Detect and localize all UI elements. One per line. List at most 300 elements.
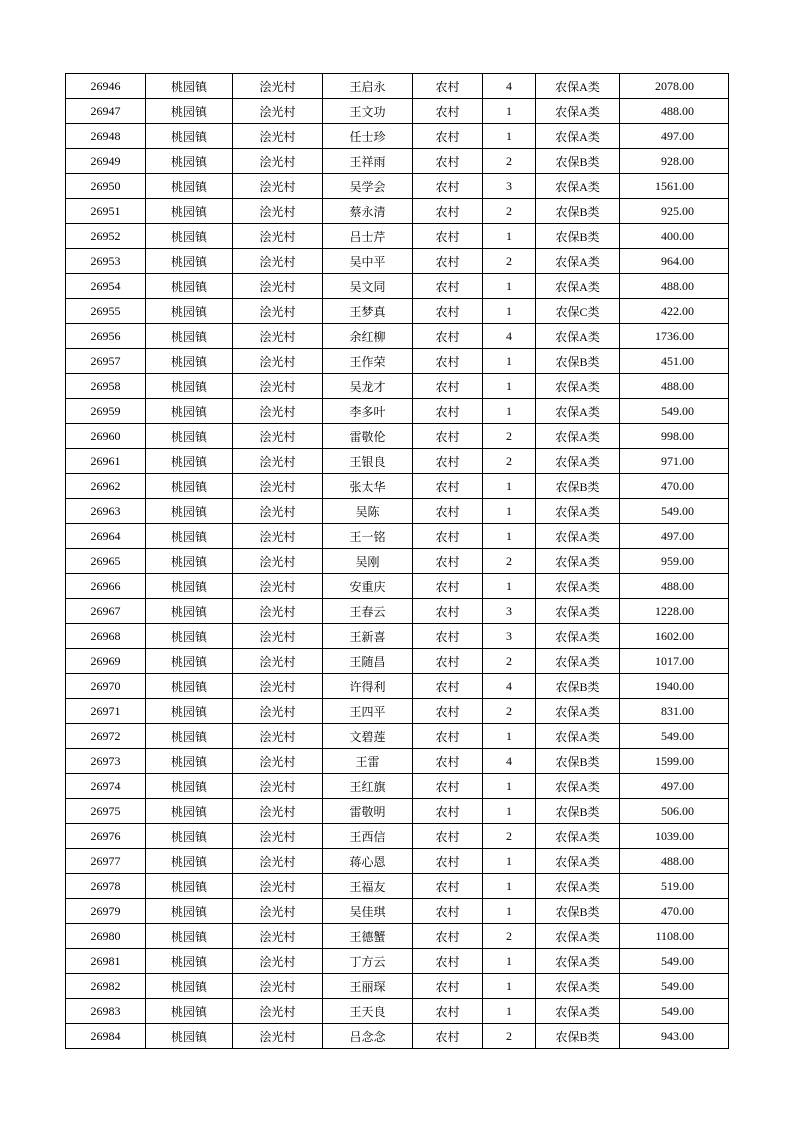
table-cell-id: 26947 [66, 99, 146, 124]
table-cell-town: 桃园镇 [146, 599, 233, 624]
table-cell-village: 浍光村 [233, 399, 323, 424]
table-cell-count: 1 [483, 774, 536, 799]
table-cell-name: 吴龙才 [323, 374, 413, 399]
table-cell-type: 农村 [413, 299, 483, 324]
table-row [66, 199, 729, 224]
table-cell-type: 农村 [413, 224, 483, 249]
table-row [66, 974, 729, 999]
table-cell-count: 1 [483, 399, 536, 424]
table-cell-category: 农保C类 [536, 299, 620, 324]
table-cell-name: 张太华 [323, 474, 413, 499]
table-cell-village: 浍光村 [233, 874, 323, 899]
table-cell-count: 4 [483, 324, 536, 349]
table-cell-type: 农村 [413, 1024, 483, 1049]
table-cell-name: 吴陈 [323, 499, 413, 524]
table-cell-town: 桃园镇 [146, 99, 233, 124]
table-cell-name: 王启永 [323, 74, 413, 99]
table-cell-type: 农村 [413, 449, 483, 474]
table-cell-name: 许得利 [323, 674, 413, 699]
table-cell-name: 吴中平 [323, 249, 413, 274]
table-cell-town: 桃园镇 [146, 874, 233, 899]
table-cell-category: 农保A类 [536, 974, 620, 999]
table-cell-type: 农村 [413, 349, 483, 374]
table-cell-id: 26976 [66, 824, 146, 849]
table-cell-name: 王福友 [323, 874, 413, 899]
table-cell-id: 26970 [66, 674, 146, 699]
table-cell-category: 农保B类 [536, 674, 620, 699]
table-cell-amount: 470.00 [620, 474, 729, 499]
table-cell-village: 浍光村 [233, 699, 323, 724]
table-cell-amount: 549.00 [620, 399, 729, 424]
table-cell-count: 1 [483, 974, 536, 999]
table-row [66, 574, 729, 599]
table-cell-type: 农村 [413, 474, 483, 499]
table-row [66, 399, 729, 424]
table-row [66, 674, 729, 699]
table-cell-amount: 488.00 [620, 849, 729, 874]
table-cell-count: 1 [483, 849, 536, 874]
table-cell-category: 农保A类 [536, 649, 620, 674]
table-cell-name: 王作荣 [323, 349, 413, 374]
table-cell-count: 1 [483, 899, 536, 924]
table-cell-category: 农保A类 [536, 374, 620, 399]
table-cell-name: 王天良 [323, 999, 413, 1024]
table-cell-category: 农保A类 [536, 824, 620, 849]
table-cell-town: 桃园镇 [146, 324, 233, 349]
table-cell-category: 农保A类 [536, 574, 620, 599]
table-cell-category: 农保A类 [536, 699, 620, 724]
table-cell-town: 桃园镇 [146, 199, 233, 224]
table-cell-category: 农保B类 [536, 899, 620, 924]
table-row [66, 899, 729, 924]
table-cell-category: 农保B类 [536, 1024, 620, 1049]
table-cell-town: 桃园镇 [146, 949, 233, 974]
table-row [66, 599, 729, 624]
table-cell-type: 农村 [413, 499, 483, 524]
table-cell-town: 桃园镇 [146, 149, 233, 174]
table-cell-type: 农村 [413, 699, 483, 724]
table-cell-village: 浍光村 [233, 99, 323, 124]
table-cell-amount: 422.00 [620, 299, 729, 324]
table-cell-amount: 519.00 [620, 874, 729, 899]
table-cell-town: 桃园镇 [146, 899, 233, 924]
table-cell-name: 王四平 [323, 699, 413, 724]
table-cell-name: 吴学会 [323, 174, 413, 199]
table-cell-type: 农村 [413, 549, 483, 574]
table-cell-name: 王银良 [323, 449, 413, 474]
table-row [66, 99, 729, 124]
table-cell-id: 26967 [66, 599, 146, 624]
table-cell-id: 26950 [66, 174, 146, 199]
table-cell-name: 任士珍 [323, 124, 413, 149]
table-cell-name: 蒋心恩 [323, 849, 413, 874]
table-cell-id: 26956 [66, 324, 146, 349]
table-cell-village: 浍光村 [233, 224, 323, 249]
table-cell-category: 农保A类 [536, 924, 620, 949]
table-cell-amount: 488.00 [620, 574, 729, 599]
table-cell-name: 吴文同 [323, 274, 413, 299]
table-cell-type: 农村 [413, 574, 483, 599]
table-cell-town: 桃园镇 [146, 499, 233, 524]
table-cell-town: 桃园镇 [146, 224, 233, 249]
table-cell-amount: 497.00 [620, 124, 729, 149]
table-cell-amount: 451.00 [620, 349, 729, 374]
table-row [66, 249, 729, 274]
table-cell-amount: 488.00 [620, 374, 729, 399]
table-cell-category: 农保A类 [536, 849, 620, 874]
table-cell-town: 桃园镇 [146, 449, 233, 474]
table-cell-count: 4 [483, 674, 536, 699]
table-cell-id: 26975 [66, 799, 146, 824]
table-cell-type: 农村 [413, 74, 483, 99]
table-cell-type: 农村 [413, 849, 483, 874]
table-cell-category: 农保A类 [536, 74, 620, 99]
table-cell-id: 26949 [66, 149, 146, 174]
table-cell-count: 2 [483, 924, 536, 949]
table-cell-category: 农保A类 [536, 774, 620, 799]
table-cell-count: 1 [483, 499, 536, 524]
table-cell-count: 1 [483, 299, 536, 324]
table-row [66, 999, 729, 1024]
table-row [66, 774, 729, 799]
table-cell-village: 浍光村 [233, 324, 323, 349]
table-cell-type: 农村 [413, 924, 483, 949]
table-cell-village: 浍光村 [233, 549, 323, 574]
table-cell-type: 农村 [413, 724, 483, 749]
table-cell-village: 浍光村 [233, 624, 323, 649]
table-cell-village: 浍光村 [233, 799, 323, 824]
table-cell-type: 农村 [413, 674, 483, 699]
table-cell-town: 桃园镇 [146, 549, 233, 574]
table-cell-type: 农村 [413, 399, 483, 424]
table-cell-id: 26977 [66, 849, 146, 874]
table-cell-category: 农保A类 [536, 324, 620, 349]
table-cell-village: 浍光村 [233, 349, 323, 374]
table-cell-town: 桃园镇 [146, 699, 233, 724]
table-cell-village: 浍光村 [233, 124, 323, 149]
table-cell-town: 桃园镇 [146, 924, 233, 949]
table-cell-amount: 497.00 [620, 774, 729, 799]
table-cell-type: 农村 [413, 774, 483, 799]
table-cell-id: 26981 [66, 949, 146, 974]
table-cell-amount: 506.00 [620, 799, 729, 824]
table-cell-village: 浍光村 [233, 374, 323, 399]
table-row [66, 299, 729, 324]
table-cell-amount: 971.00 [620, 449, 729, 474]
table-cell-village: 浍光村 [233, 299, 323, 324]
table-cell-count: 3 [483, 624, 536, 649]
table-cell-count: 2 [483, 549, 536, 574]
table-cell-type: 农村 [413, 824, 483, 849]
table-cell-amount: 549.00 [620, 499, 729, 524]
table-cell-name: 雷敬伦 [323, 424, 413, 449]
table-cell-category: 农保B类 [536, 224, 620, 249]
table-cell-name: 蔡永清 [323, 199, 413, 224]
table-cell-village: 浍光村 [233, 749, 323, 774]
table-cell-count: 1 [483, 724, 536, 749]
table-cell-count: 1 [483, 349, 536, 374]
table-cell-amount: 1602.00 [620, 624, 729, 649]
table-cell-id: 26973 [66, 749, 146, 774]
table-cell-town: 桃园镇 [146, 624, 233, 649]
table-cell-category: 农保A类 [536, 424, 620, 449]
table-row [66, 274, 729, 299]
table-cell-name: 王一铭 [323, 524, 413, 549]
table-row [66, 124, 729, 149]
table-cell-name: 王梦真 [323, 299, 413, 324]
table-cell-id: 26983 [66, 999, 146, 1024]
table-cell-town: 桃园镇 [146, 124, 233, 149]
table-cell-name: 王随昌 [323, 649, 413, 674]
table-cell-id: 26953 [66, 249, 146, 274]
table-cell-category: 农保B类 [536, 199, 620, 224]
table-cell-count: 3 [483, 174, 536, 199]
table-cell-town: 桃园镇 [146, 849, 233, 874]
table-row [66, 349, 729, 374]
table-cell-count: 1 [483, 374, 536, 399]
table-cell-category: 农保A类 [536, 524, 620, 549]
table-cell-count: 1 [483, 99, 536, 124]
table-row [66, 824, 729, 849]
table-cell-id: 26955 [66, 299, 146, 324]
table-cell-count: 4 [483, 749, 536, 774]
table-cell-name: 王雷 [323, 749, 413, 774]
table-row [66, 849, 729, 874]
table-cell-amount: 928.00 [620, 149, 729, 174]
table-cell-village: 浍光村 [233, 1024, 323, 1049]
table-cell-village: 浍光村 [233, 924, 323, 949]
table-cell-count: 2 [483, 824, 536, 849]
table-cell-amount: 470.00 [620, 899, 729, 924]
table-cell-count: 2 [483, 699, 536, 724]
table-row [66, 74, 729, 99]
table-cell-village: 浍光村 [233, 74, 323, 99]
table-row [66, 624, 729, 649]
table-row [66, 324, 729, 349]
table-cell-town: 桃园镇 [146, 999, 233, 1024]
table-cell-type: 农村 [413, 874, 483, 899]
table-cell-type: 农村 [413, 524, 483, 549]
table-cell-name: 安重庆 [323, 574, 413, 599]
table-cell-category: 农保A类 [536, 499, 620, 524]
table-cell-village: 浍光村 [233, 524, 323, 549]
table-cell-id: 26954 [66, 274, 146, 299]
table-cell-type: 农村 [413, 749, 483, 774]
table-cell-village: 浍光村 [233, 999, 323, 1024]
table-cell-id: 26959 [66, 399, 146, 424]
table-cell-id: 26978 [66, 874, 146, 899]
table-cell-id: 26957 [66, 349, 146, 374]
table-cell-id: 26961 [66, 449, 146, 474]
table-cell-count: 1 [483, 574, 536, 599]
table-cell-count: 1 [483, 799, 536, 824]
table-cell-id: 26964 [66, 524, 146, 549]
table-row [66, 949, 729, 974]
table-row [66, 374, 729, 399]
table-cell-village: 浍光村 [233, 499, 323, 524]
table-cell-id: 26958 [66, 374, 146, 399]
table-cell-village: 浍光村 [233, 424, 323, 449]
table-cell-category: 农保A类 [536, 724, 620, 749]
table-cell-id: 26960 [66, 424, 146, 449]
table-cell-amount: 2078.00 [620, 74, 729, 99]
table-cell-id: 26963 [66, 499, 146, 524]
table-cell-category: 农保A类 [536, 274, 620, 299]
table-cell-town: 桃园镇 [146, 749, 233, 774]
table-row [66, 549, 729, 574]
table-cell-count: 2 [483, 449, 536, 474]
table-cell-town: 桃园镇 [146, 724, 233, 749]
table-cell-village: 浍光村 [233, 899, 323, 924]
table-cell-count: 3 [483, 599, 536, 624]
table-cell-name: 王新喜 [323, 624, 413, 649]
table-cell-town: 桃园镇 [146, 674, 233, 699]
table-cell-id: 26952 [66, 224, 146, 249]
table-cell-category: 农保A类 [536, 249, 620, 274]
table-row [66, 149, 729, 174]
table-row [66, 874, 729, 899]
table-cell-village: 浍光村 [233, 174, 323, 199]
table-cell-name: 丁方云 [323, 949, 413, 974]
table-cell-id: 26979 [66, 899, 146, 924]
table-cell-name: 吕念念 [323, 1024, 413, 1049]
benefits-table [65, 73, 729, 1049]
table-cell-amount: 488.00 [620, 274, 729, 299]
table-cell-name: 文碧莲 [323, 724, 413, 749]
table-cell-category: 农保A类 [536, 124, 620, 149]
table-row [66, 924, 729, 949]
table-row [66, 499, 729, 524]
table-cell-category: 农保B类 [536, 799, 620, 824]
table-cell-amount: 1940.00 [620, 674, 729, 699]
table-cell-type: 农村 [413, 99, 483, 124]
table-cell-category: 农保A类 [536, 99, 620, 124]
table-cell-count: 1 [483, 874, 536, 899]
table-cell-type: 农村 [413, 324, 483, 349]
table-cell-id: 26951 [66, 199, 146, 224]
table-cell-id: 26966 [66, 574, 146, 599]
table-cell-name: 王丽琛 [323, 974, 413, 999]
table-cell-village: 浍光村 [233, 249, 323, 274]
table-cell-count: 1 [483, 274, 536, 299]
table-cell-amount: 943.00 [620, 1024, 729, 1049]
table-row [66, 174, 729, 199]
table-cell-village: 浍光村 [233, 599, 323, 624]
table-cell-amount: 831.00 [620, 699, 729, 724]
table-cell-village: 浍光村 [233, 974, 323, 999]
table-cell-id: 26946 [66, 74, 146, 99]
table-cell-village: 浍光村 [233, 274, 323, 299]
table-cell-id: 26980 [66, 924, 146, 949]
table-cell-amount: 549.00 [620, 999, 729, 1024]
table-cell-type: 农村 [413, 649, 483, 674]
table-cell-village: 浍光村 [233, 724, 323, 749]
table-cell-count: 2 [483, 424, 536, 449]
table-row [66, 224, 729, 249]
table-cell-count: 2 [483, 1024, 536, 1049]
table-cell-town: 桃园镇 [146, 274, 233, 299]
table-cell-id: 26948 [66, 124, 146, 149]
table-cell-count: 2 [483, 249, 536, 274]
table-cell-town: 桃园镇 [146, 474, 233, 499]
table-cell-town: 桃园镇 [146, 399, 233, 424]
table-cell-village: 浍光村 [233, 774, 323, 799]
table-cell-village: 浍光村 [233, 949, 323, 974]
table-cell-name: 吴刚 [323, 549, 413, 574]
table-cell-amount: 1736.00 [620, 324, 729, 349]
table-cell-id: 26971 [66, 699, 146, 724]
table-cell-type: 农村 [413, 899, 483, 924]
table-cell-type: 农村 [413, 974, 483, 999]
table-row [66, 524, 729, 549]
table-cell-town: 桃园镇 [146, 974, 233, 999]
table-cell-category: 农保A类 [536, 549, 620, 574]
table-cell-type: 农村 [413, 124, 483, 149]
table-cell-town: 桃园镇 [146, 1024, 233, 1049]
table-cell-town: 桃园镇 [146, 349, 233, 374]
table-cell-id: 26982 [66, 974, 146, 999]
table-row [66, 699, 729, 724]
table-cell-type: 农村 [413, 249, 483, 274]
table-cell-category: 农保A类 [536, 624, 620, 649]
table-cell-type: 农村 [413, 274, 483, 299]
table-cell-id: 26974 [66, 774, 146, 799]
table-cell-village: 浍光村 [233, 849, 323, 874]
table-cell-count: 1 [483, 224, 536, 249]
table-cell-town: 桃园镇 [146, 799, 233, 824]
table-cell-category: 农保A类 [536, 599, 620, 624]
table-cell-category: 农保B类 [536, 749, 620, 774]
table-cell-id: 26968 [66, 624, 146, 649]
table-cell-amount: 1599.00 [620, 749, 729, 774]
table-row [66, 449, 729, 474]
table-cell-village: 浍光村 [233, 449, 323, 474]
table-cell-village: 浍光村 [233, 574, 323, 599]
table-cell-category: 农保A类 [536, 874, 620, 899]
table-cell-count: 1 [483, 474, 536, 499]
table-cell-town: 桃园镇 [146, 649, 233, 674]
table-cell-town: 桃园镇 [146, 774, 233, 799]
table-cell-amount: 964.00 [620, 249, 729, 274]
table-cell-name: 王西信 [323, 824, 413, 849]
table-cell-id: 26962 [66, 474, 146, 499]
table-cell-name: 余红柳 [323, 324, 413, 349]
table-cell-category: 农保A类 [536, 174, 620, 199]
table-cell-type: 农村 [413, 949, 483, 974]
table-cell-village: 浍光村 [233, 649, 323, 674]
table-cell-amount: 998.00 [620, 424, 729, 449]
table-cell-count: 4 [483, 74, 536, 99]
table-cell-category: 农保B类 [536, 474, 620, 499]
table-cell-town: 桃园镇 [146, 424, 233, 449]
table-cell-category: 农保A类 [536, 449, 620, 474]
table-cell-amount: 925.00 [620, 199, 729, 224]
table-cell-amount: 549.00 [620, 949, 729, 974]
table-cell-type: 农村 [413, 624, 483, 649]
table-cell-village: 浍光村 [233, 474, 323, 499]
table-cell-amount: 1228.00 [620, 599, 729, 624]
table-cell-name: 吴佳琪 [323, 899, 413, 924]
table-cell-name: 雷敬明 [323, 799, 413, 824]
table-cell-id: 26969 [66, 649, 146, 674]
table-cell-name: 王德蟹 [323, 924, 413, 949]
table-cell-type: 农村 [413, 149, 483, 174]
table-cell-amount: 1108.00 [620, 924, 729, 949]
table-cell-amount: 959.00 [620, 549, 729, 574]
table-cell-name: 吕士芹 [323, 224, 413, 249]
table-cell-amount: 1017.00 [620, 649, 729, 674]
table-cell-amount: 549.00 [620, 724, 729, 749]
